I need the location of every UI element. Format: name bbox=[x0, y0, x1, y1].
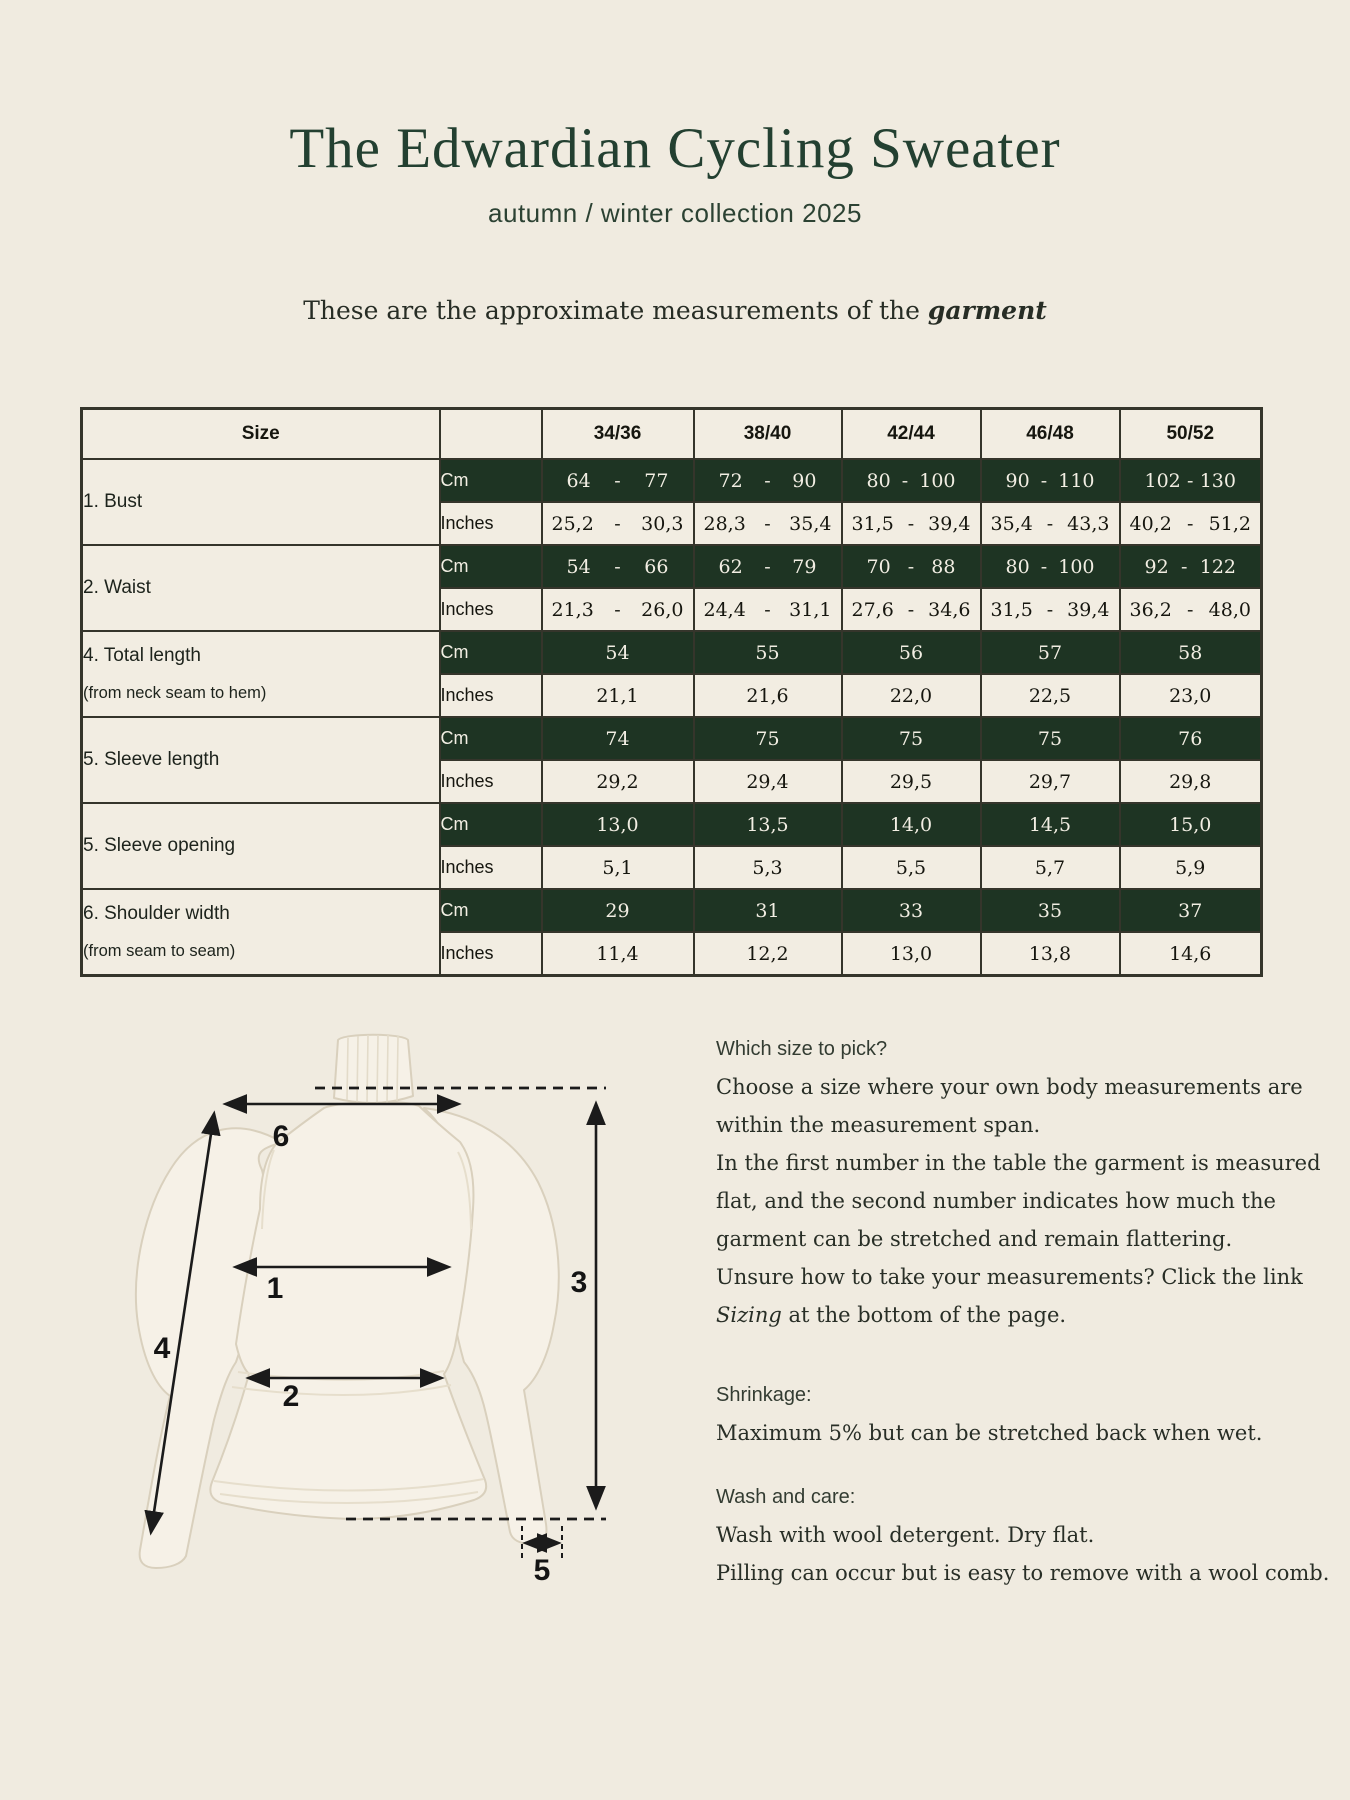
measurement-value: 80 - 100 bbox=[842, 459, 981, 502]
measurement-value: 64 - 77 bbox=[542, 459, 694, 502]
size-pick-heading: Which size to pick? bbox=[716, 1038, 888, 1060]
measurement-value: 5,3 bbox=[694, 846, 842, 889]
measurement-value: 14,0 bbox=[842, 803, 981, 846]
sizing-link-rest: at the bottom of the page. bbox=[781, 1303, 1067, 1327]
size-column-header: 34/36 bbox=[542, 409, 694, 460]
measurement-value: 28,3 - 35,4 bbox=[694, 502, 842, 545]
measurement-value: 29,7 bbox=[981, 760, 1120, 803]
size-column-label: Size bbox=[82, 409, 440, 460]
measurement-label: 1. Bust bbox=[82, 459, 440, 545]
measurement-value: 29,4 bbox=[694, 760, 842, 803]
measurement-value: 56 bbox=[842, 631, 981, 674]
measurement-row-cm bbox=[82, 803, 1262, 846]
measurement-label: 5. Sleeve length bbox=[82, 717, 440, 803]
sizing-link-word: Sizing bbox=[716, 1303, 782, 1327]
measurement-row-cm bbox=[82, 545, 1262, 588]
measurement-value: 5,7 bbox=[981, 846, 1120, 889]
measurement-label: 5. Sleeve opening bbox=[82, 803, 440, 889]
info-line: Unsure how to take your measurements? Click the link bbox=[716, 1265, 1303, 1289]
measurement-value: 13,0 bbox=[542, 803, 694, 846]
info-line: flat, and the second number indicates how much the bbox=[716, 1189, 1276, 1213]
waist-label: 2 bbox=[282, 1380, 300, 1413]
info-column bbox=[716, 1030, 1330, 1592]
measurement-value: 72 - 90 bbox=[694, 459, 842, 502]
measurement-value: 54 - 66 bbox=[542, 545, 694, 588]
shrinkage-line: Maximum 5% but can be stretched back when wet. bbox=[716, 1421, 1263, 1445]
measurement-value: 57 bbox=[981, 631, 1120, 674]
measurement-row-cm bbox=[82, 459, 1262, 502]
measurement-value: 102 - 130 bbox=[1120, 459, 1262, 502]
care-line: Pilling can occur but is easy to remove with a wool comb. bbox=[716, 1561, 1330, 1585]
measurement-value: 13,0 bbox=[842, 932, 981, 976]
measurement-value: 75 bbox=[694, 717, 842, 760]
measurement-value: 54 bbox=[542, 631, 694, 674]
sleeve-length-label: 4 bbox=[153, 1332, 171, 1365]
info-line: garment can be stretched and remain flattering. bbox=[716, 1227, 1233, 1251]
sweater-illustration bbox=[86, 1024, 661, 1624]
bust-label: 1 bbox=[266, 1272, 284, 1305]
measurement-value: 62 - 79 bbox=[694, 545, 842, 588]
measurement-value: 22,0 bbox=[842, 674, 981, 717]
measurement-value: 12,2 bbox=[694, 932, 842, 976]
measurement-value: 40,2 - 51,2 bbox=[1120, 502, 1262, 545]
unit-label-inches: Inches bbox=[440, 588, 542, 631]
measurement-value: 27,6 - 34,6 bbox=[842, 588, 981, 631]
unit-label-inches: Inches bbox=[440, 502, 542, 545]
measurement-value: 13,5 bbox=[694, 803, 842, 846]
sweater-diagram bbox=[86, 1024, 661, 1624]
measurement-value: 80 - 100 bbox=[981, 545, 1120, 588]
unit-label-inches: Inches bbox=[440, 760, 542, 803]
size-column-header: 46/48 bbox=[981, 409, 1120, 460]
unit-label-inches: Inches bbox=[440, 846, 542, 889]
collection-subtitle: autumn / winter collection 2025 bbox=[488, 198, 862, 228]
unit-label-cm: Cm bbox=[440, 889, 542, 932]
size-column-header: 38/40 bbox=[694, 409, 842, 460]
care-line: Wash with wool detergent. Dry flat. bbox=[716, 1523, 1095, 1547]
page-title: The Edwardian Cycling Sweater bbox=[289, 117, 1061, 180]
measurement-value: 90 - 110 bbox=[981, 459, 1120, 502]
measurement-label: 4. Total length (from neck seam to hem) bbox=[82, 631, 440, 717]
measurement-value: 29,2 bbox=[542, 760, 694, 803]
measurement-value: 24,4 - 31,1 bbox=[694, 588, 842, 631]
measurement-value: 5,1 bbox=[542, 846, 694, 889]
measurement-value: 74 bbox=[542, 717, 694, 760]
info-line: Choose a size where your own body measurements are bbox=[716, 1075, 1303, 1099]
unit-label-cm: Cm bbox=[440, 459, 542, 502]
measurement-value: 31,5 - 39,4 bbox=[842, 502, 981, 545]
unit-column-header bbox=[440, 409, 542, 460]
info-line: within the measurement span. bbox=[716, 1113, 1041, 1137]
info-line: In the first number in the table the garment is measured bbox=[716, 1151, 1321, 1175]
measurement-value: 23,0 bbox=[1120, 674, 1262, 717]
measurement-value: 36,2 - 48,0 bbox=[1120, 588, 1262, 631]
measurement-value: 75 bbox=[981, 717, 1120, 760]
measurement-row-cm bbox=[82, 889, 1262, 932]
measurement-value: 14,6 bbox=[1120, 932, 1262, 976]
measurement-value: 21,3 - 26,0 bbox=[542, 588, 694, 631]
measurement-value: 33 bbox=[842, 889, 981, 932]
sleeve-opening-label: 5 bbox=[533, 1554, 551, 1587]
measurement-row-cm bbox=[82, 717, 1262, 760]
size-column-header: 42/44 bbox=[842, 409, 981, 460]
sweater-shape bbox=[136, 1035, 559, 1568]
unit-label-cm: Cm bbox=[440, 803, 542, 846]
unit-label-inches: Inches bbox=[440, 932, 542, 976]
total-length-label: 3 bbox=[570, 1266, 588, 1299]
measurement-value: 5,9 bbox=[1120, 846, 1262, 889]
measurement-value: 15,0 bbox=[1120, 803, 1262, 846]
care-heading: Wash and care: bbox=[716, 1486, 856, 1508]
sizing-link-line bbox=[716, 1296, 1326, 1334]
measurement-row-cm bbox=[82, 631, 1262, 674]
size-column-header: 50/52 bbox=[1120, 409, 1262, 460]
measurement-value: 29 bbox=[542, 889, 694, 932]
measurement-value: 22,5 bbox=[981, 674, 1120, 717]
measurement-value: 55 bbox=[694, 631, 842, 674]
measurement-value: 21,6 bbox=[694, 674, 842, 717]
tagline-emphasis: garment bbox=[927, 296, 1047, 325]
measurement-value: 31,5 - 39,4 bbox=[981, 588, 1120, 631]
unit-label-cm: Cm bbox=[440, 545, 542, 588]
measurement-value: 35,4 - 43,3 bbox=[981, 502, 1120, 545]
tagline bbox=[0, 296, 1350, 325]
measurement-value: 14,5 bbox=[981, 803, 1120, 846]
tagline-text: These are the approximate measurements of the bbox=[303, 296, 928, 325]
size-table bbox=[80, 407, 1263, 977]
measurement-value: 31 bbox=[694, 889, 842, 932]
measurement-value: 29,8 bbox=[1120, 760, 1262, 803]
measurement-value: 35 bbox=[981, 889, 1120, 932]
measurement-value: 70 - 88 bbox=[842, 545, 981, 588]
shrinkage-heading: Shrinkage: bbox=[716, 1384, 812, 1406]
measurement-label: 2. Waist bbox=[82, 545, 440, 631]
measurement-value: 37 bbox=[1120, 889, 1262, 932]
measurement-value: 92 - 122 bbox=[1120, 545, 1262, 588]
measurement-value: 11,4 bbox=[542, 932, 694, 976]
measurement-value: 76 bbox=[1120, 717, 1262, 760]
table-header-row bbox=[82, 409, 1262, 460]
unit-label-cm: Cm bbox=[440, 631, 542, 674]
measurement-value: 25,2 - 30,3 bbox=[542, 502, 694, 545]
measurement-label: 6. Shoulder width (from seam to seam) bbox=[82, 889, 440, 976]
measurement-value: 29,5 bbox=[842, 760, 981, 803]
unit-label-cm: Cm bbox=[440, 717, 542, 760]
shoulder-width-label: 6 bbox=[272, 1120, 290, 1153]
measurement-value: 58 bbox=[1120, 631, 1262, 674]
measurement-value: 21,1 bbox=[542, 674, 694, 717]
measurement-value: 5,5 bbox=[842, 846, 981, 889]
measurement-value: 13,8 bbox=[981, 932, 1120, 976]
unit-label-inches: Inches bbox=[440, 674, 542, 717]
measurement-value: 75 bbox=[842, 717, 981, 760]
